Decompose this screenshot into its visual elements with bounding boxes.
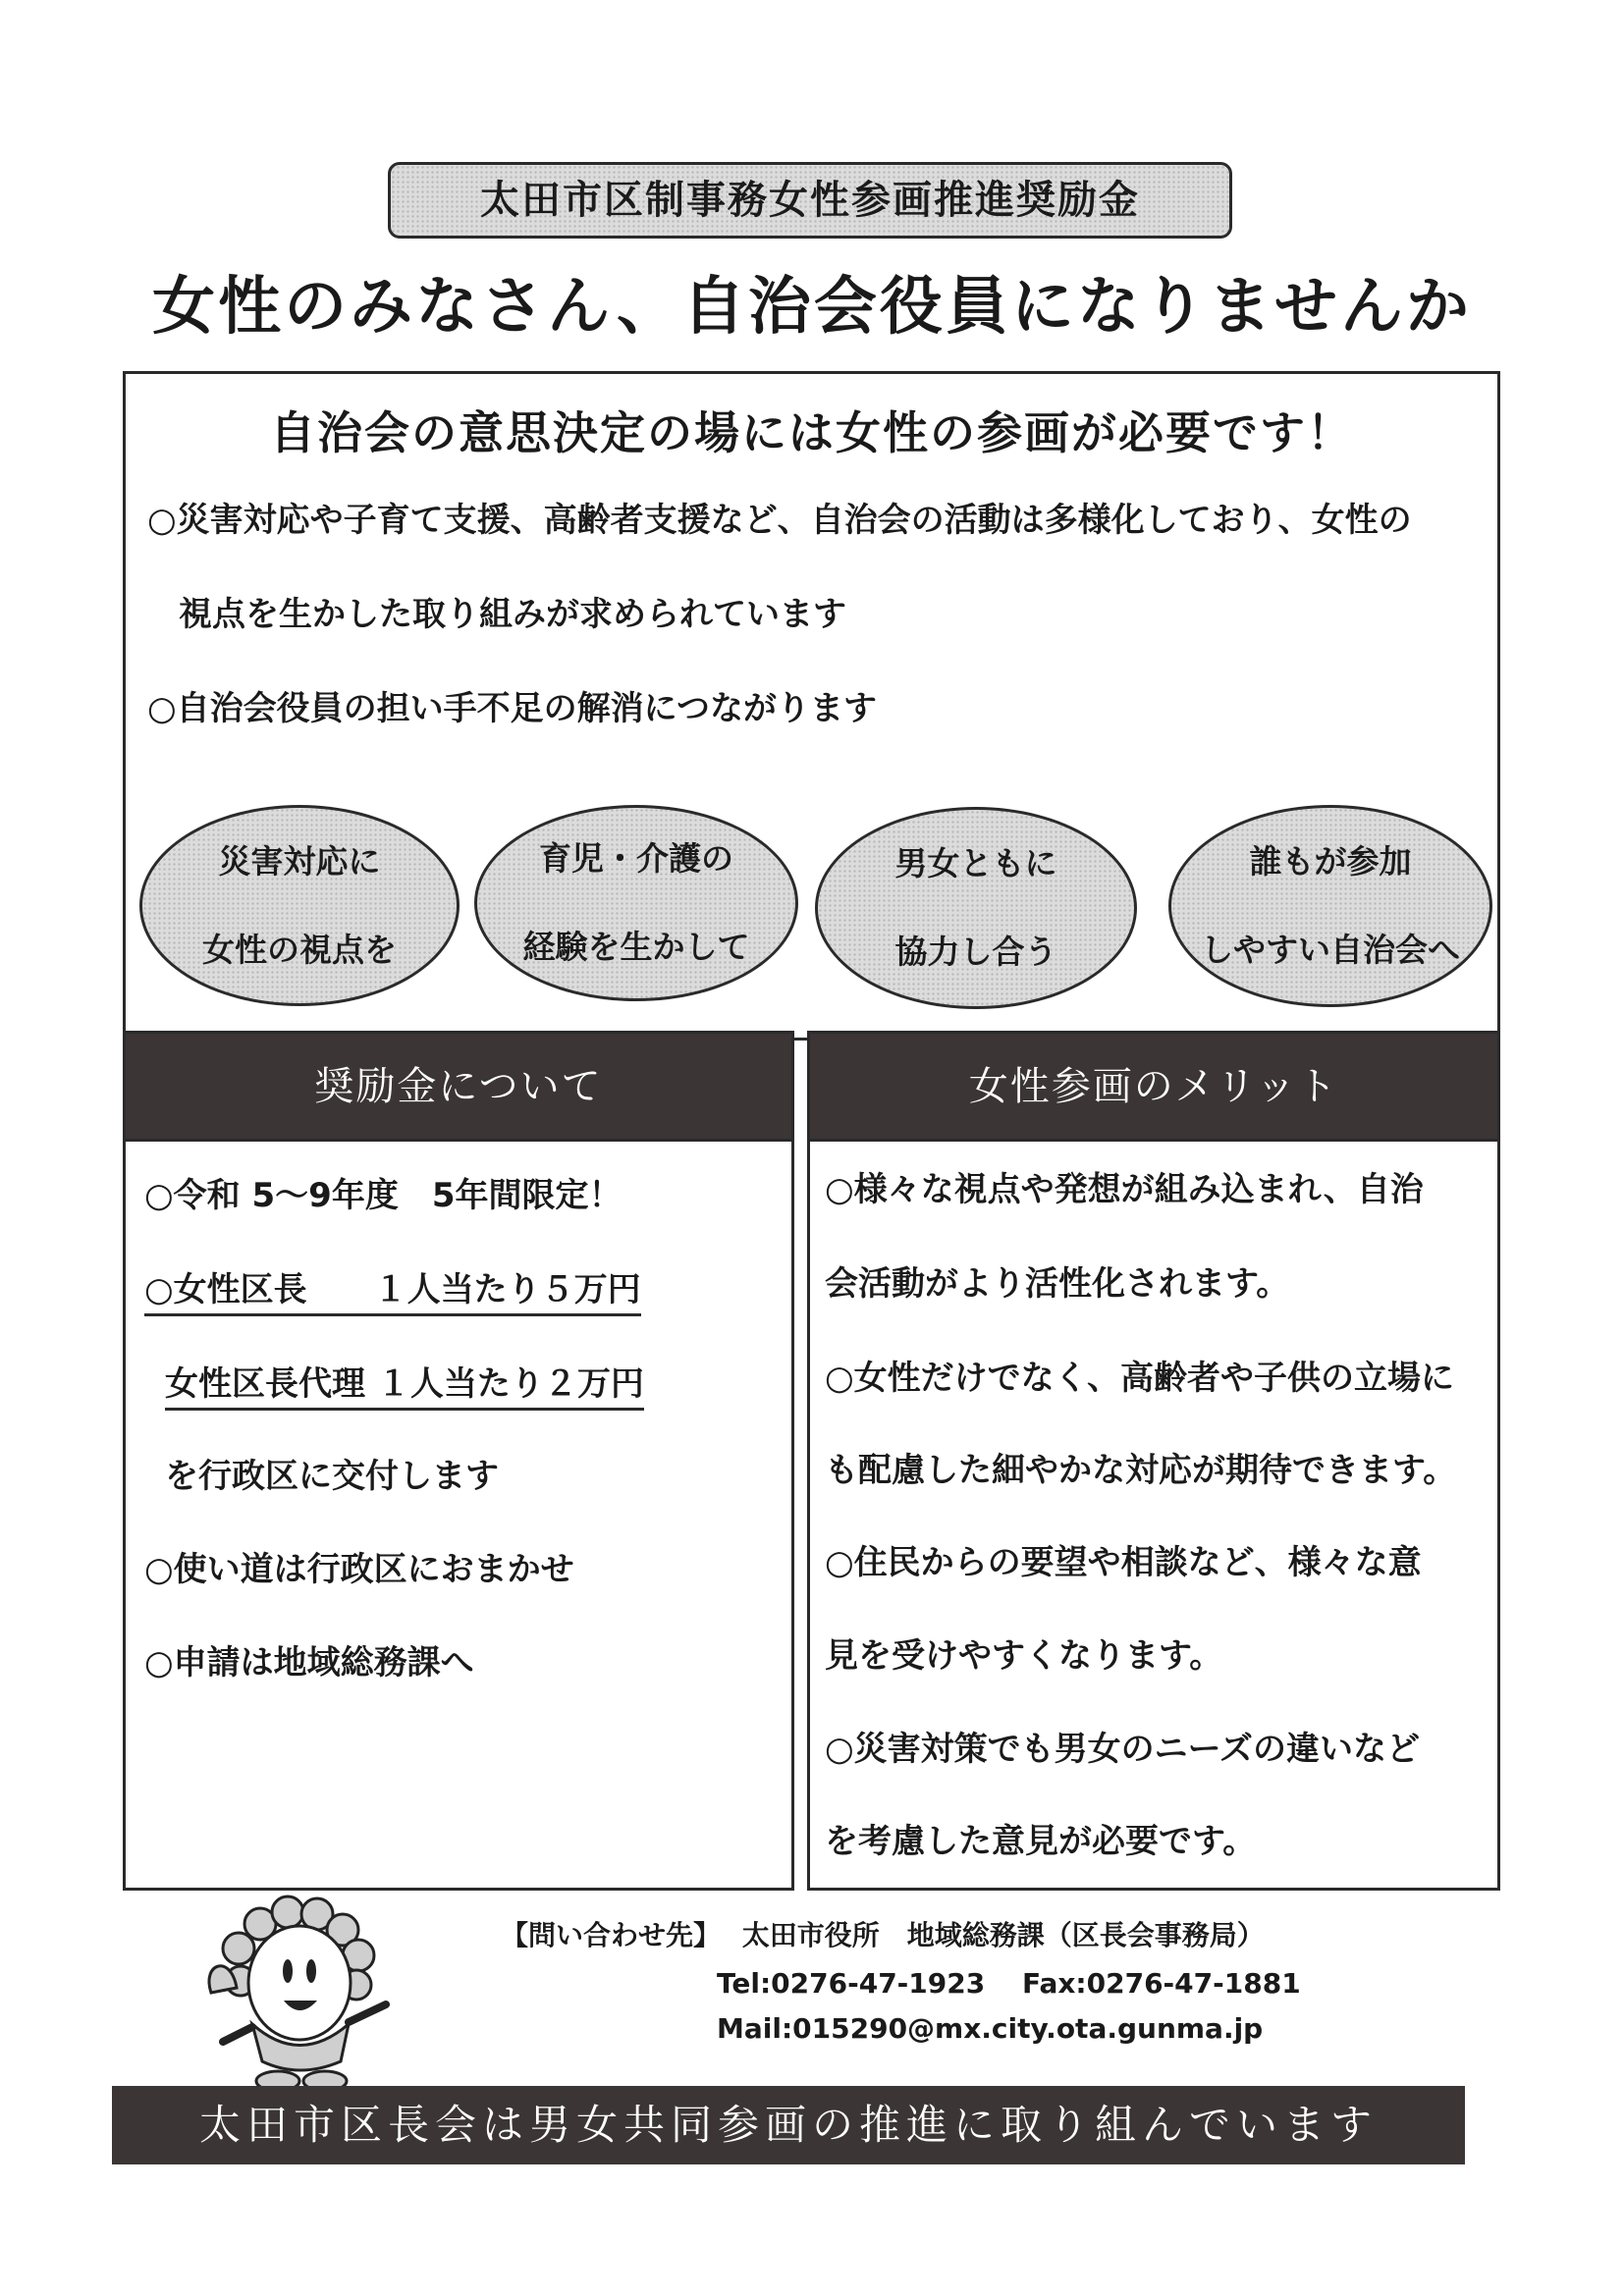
contact-email[interactable]: Mail:015290@mx.city.ota.gunma.jp: [717, 2012, 1264, 2045]
subsidy-amount-deputy: 女性区長代理 １人当たり２万円: [165, 1364, 644, 1411]
subsidy-line: ○使い道は行政区におまかせ: [144, 1550, 574, 1589]
merit-line: ○様々な視点や発想が組み込まれ、自治: [825, 1170, 1424, 1209]
merits-header: 女性参画のメリット: [807, 1031, 1500, 1142]
subsidy-amount-chief: ○女性区長 １人当たり５万円: [144, 1270, 641, 1316]
contact-label: 【問い合わせ先】: [501, 1919, 722, 1951]
intro-line: 視点を生かした取り組みが求められています: [179, 595, 846, 634]
merit-line: も配慮した細やかな対応が期待できます。: [825, 1451, 1457, 1490]
bubble-line: 協力し合う: [894, 933, 1057, 971]
merit-line: ○女性だけでなく、高齢者や子供の立場に: [825, 1359, 1454, 1398]
subsidy-panel: [123, 1142, 794, 1891]
bubble-childcare-nursing: [474, 805, 798, 1001]
subsidy-line: を行政区に交付します: [165, 1457, 499, 1496]
bubble-line: しやすい自治会へ: [1201, 931, 1460, 969]
contact-phone: [717, 1966, 1301, 2002]
bubble-line: 経験を生かして: [522, 928, 750, 966]
bubble-line: 男女ともに: [894, 844, 1057, 882]
merit-line: ○災害対策でも男女のニーズの違いなど: [825, 1730, 1420, 1769]
merit-line: を考慮した意見が必要です。: [825, 1822, 1257, 1861]
bubble-line: 誰もが参加: [1249, 842, 1412, 881]
merit-line: ○住民からの要望や相談など、様々な意: [825, 1543, 1422, 1582]
bubble-line: 災害対応に: [218, 841, 381, 881]
merit-line: 会活動がより活性化されます。: [825, 1264, 1290, 1304]
footer-banner: 太田市区長会は男女共同参画の推進に取り組んでいます: [112, 2086, 1465, 2164]
subsidy-line: ○申請は地域総務課へ: [144, 1643, 474, 1682]
contact-office: 太田市役所 地域総務課（区長会事務局）: [741, 1919, 1265, 1951]
merits-panel: [807, 1142, 1500, 1891]
bubble-line: 女性の視点を: [202, 930, 397, 969]
bubble-inclusive-association: [1168, 805, 1492, 1007]
contact-heading: [501, 1918, 1265, 1953]
page-title: 女性のみなさん、自治会役員になりませんか: [152, 271, 1472, 344]
bubble-line: 育児・介護の: [539, 839, 733, 878]
subsidy-header: 奨励金について: [123, 1031, 794, 1142]
contact-tel: Tel:0276-47-1923: [717, 1967, 986, 2000]
mascot-illustration: [201, 1895, 398, 2096]
subsidy-line: ○令和 5～9年度 5年間限定！: [144, 1176, 623, 1215]
bubble-cooperation: [815, 807, 1137, 1009]
program-name-badge: 太田市区制事務女性参画推進奨励金: [388, 162, 1232, 239]
subsidy-line: [165, 1362, 644, 1406]
intro-line: ○自治会役員の担い手不足の解消につながります: [147, 689, 877, 728]
subsidy-line: [144, 1268, 641, 1311]
merit-line: 見を受けやすくなります。: [825, 1636, 1223, 1676]
contact-fax: Fax:0276-47-1881: [1021, 1967, 1301, 2000]
intro-heading: 自治会の意思決定の場には女性の参画が必要です！: [270, 406, 1354, 459]
intro-line: ○災害対応や子育て支援、高齢者支援など、自治会の活動は多様化しており、女性の: [147, 501, 1412, 540]
bubble-disaster-response: [139, 805, 460, 1006]
